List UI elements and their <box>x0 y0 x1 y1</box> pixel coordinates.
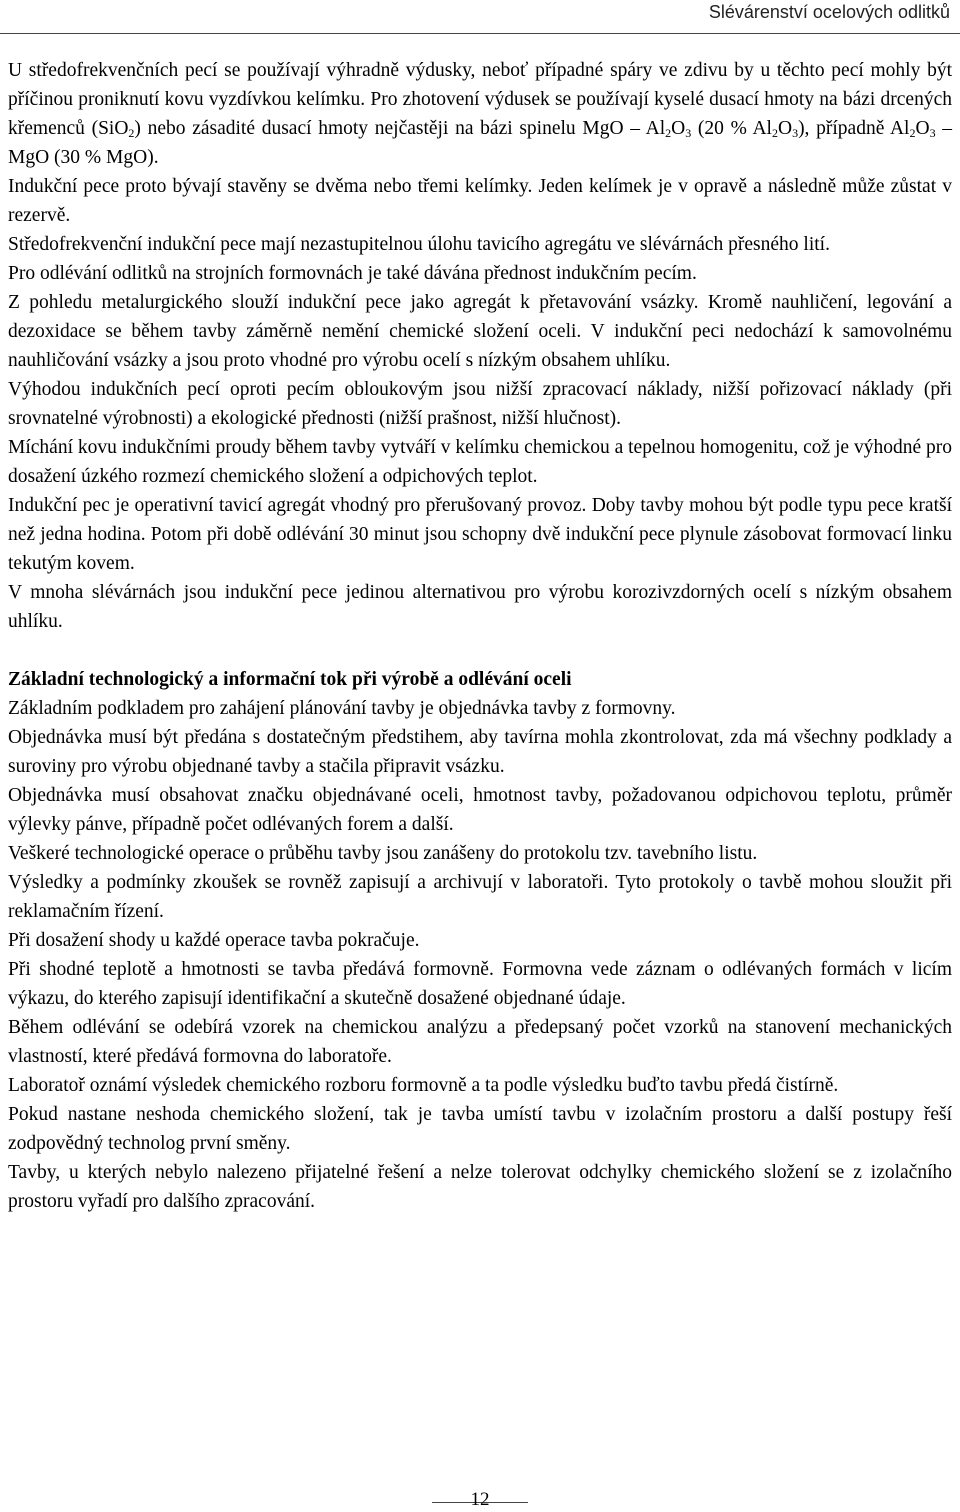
paragraph: Laboratoř oznámí výsledek chemického rozboru formovně a ta podle výsledku buďto tavbu předá čistírně. <box>8 1075 839 1096</box>
paragraph: Při shodné teplotě a hmotnosti se tavba předává formovně. Formovna vede záznam o odlévaných formách v licím výkazu, do kterého zapisují identifikační a skutečně dosažené objednané údaje. <box>8 959 952 1009</box>
paragraph: Při dosažení shody u každé operace tavba pokračuje. <box>8 930 420 951</box>
paragraph: Výsledky a podmínky zkoušek se rovněž zapisují a archivují v laboratoři. Tyto protokoly o tavbě mohou sloužit při reklamačním řízení. <box>8 872 952 922</box>
paragraph: Objednávka musí být předána s dostatečným předstihem, aby tavírna mohla zkontrolovat, zda má všechny podklady a suroviny pro výrobu objednané tavby a stačila připravit vsázku. <box>8 727 952 777</box>
header-rule <box>0 33 960 34</box>
paragraph: Pokud nastane neshoda chemického složení, tak je tavba umístí tavbu v izolačním prostoru a další postupy řeší zodpovědný technolog první směny. <box>8 1104 952 1154</box>
paragraph: Objednávka musí obsahovat značku objednávané oceli, hmotnost tavby, požadovanou odpichovou teplotu, průměr výlevky pánve, případně počet odlévaných forem a další. <box>8 785 952 835</box>
paragraph: V mnoha slévárnách jsou indukční pece jedinou alternativou pro výrobu korozivzdorných ocelí s nízkým obsahem uhlíku. <box>8 582 952 632</box>
paragraph: Tavby, u kterých nebylo nalezeno přijatelné řešení a nelze tolerovat odchylky chemického složení se z izolačního prostoru vyřadí pro dalšího zpracování. <box>8 1162 952 1212</box>
paragraph: Indukční pece proto bývají stavěny se dvěma nebo třemi kelímky. Jeden kelímek je v opravě a následně může zůstat v rezervě. <box>8 176 952 226</box>
paragraph: Pro odlévání odlitků na strojních formovnách je také dávána přednost indukčním pecím. <box>8 263 697 284</box>
paragraph: Veškeré technologické operace o průběhu tavby jsou zanášeny do protokolu tzv. tavebního listu. <box>8 843 758 864</box>
paragraph: Základním podkladem pro zahájení plánování tavby je objednávka tavby z formovny. <box>8 698 676 719</box>
section-heading: Základní technologický a informační tok při výrobě a odlévání oceli <box>8 669 572 690</box>
paragraph: Z pohledu metalurgického slouží indukční pece jako agregát k přetavování vsázky. Kromě nauhličení, legování a dezoxidace se během tavby záměrně nemění chemické složení oceli. V indukční peci nedochází k samovolnému nauhličování vsázky a jsou proto vhodné pro výrobu ocelí s nízkým obsahem uhlíku. <box>8 292 952 371</box>
paragraph: Během odlévání se odebírá vzorek na chemickou analýzu a předepsaný počet vzorků na stanovení mechanických vlastností, které předává formovna do laboratoře. <box>8 1017 952 1067</box>
paragraph: Středofrekvenční indukční pece mají nezastupitelnou úlohu tavicího agregátu ve slévárnách přesného lití. <box>8 234 830 255</box>
paragraph: Indukční pec je operativní tavicí agregát vhodný pro přerušovaný provoz. Doby tavby mohou být podle typu pece kratší než jedna hodina. Potom při době odlévání 30 minut jsou schopny dvě indukční pece plynule zásobovat formovací linku tekutým kovem. <box>8 495 952 574</box>
page-number: 12 <box>470 1489 490 1510</box>
running-header: Slévárenství ocelových odlitků <box>708 2 950 22</box>
paragraph: Výhodou indukčních pecí oproti pecím obloukovým jsou nižší zpracovací náklady, nižší pořizovací náklady (při srovnatelné výrobnosti) a ekologické přednosti (nižší prašnost, nižší hlučnost). <box>8 379 952 429</box>
body-text <box>8 56 952 1216</box>
paragraph: U středofrekvenčních pecí se používají výhradně výdusky, neboť případné spáry ve zdivu by u těchto pecí mohly být příčinou proniknutí kovu vyzdívkou kelímku. Pro zhotovení výdusek se používají kyselé dusací hmoty na bázi drcených křemenců (SiO$_2$) nebo zásadité dusací hmoty nejčastěji na bázi spinelu MgO – $Al_2O_3$ (20 % $Al_2O_3$), případně $Al_2O_3$ – MgO (30 % MgO). <box>8 60 953 168</box>
paragraph: Míchání kovu indukčními proudy během tavby vytváří v kelímku chemickou a tepelnou homogenitu, což je výhodné pro dosažení úzkého rozmezí chemického složení a odpichových teplot. <box>8 437 952 487</box>
